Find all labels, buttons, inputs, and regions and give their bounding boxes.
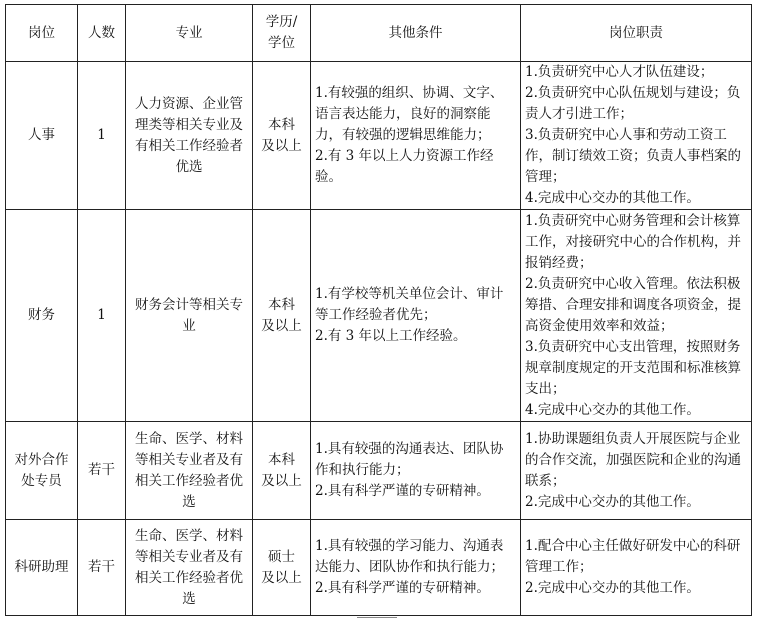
cell-duties: 1.协助课题组负责人开展医院与企业的合作交流，加强医院和企业的沟通联系； 2.完成中心交办的其他工作。 bbox=[521, 422, 752, 520]
cell-major: 人力资源、企业管理类等相关专业及有相关工作经验者优选 bbox=[126, 62, 253, 210]
cell-major: 财务会计等相关专业 bbox=[126, 210, 253, 422]
cell-count: 若干 bbox=[78, 520, 126, 616]
cell-requirements: 1.具有较强的沟通表达、团队协作和执行能力； 2.具有科学严谨的专研精神。 bbox=[311, 422, 521, 520]
cell-degree: 本科 及以上 bbox=[253, 422, 311, 520]
recruitment-table bbox=[5, 4, 752, 616]
table-header-row bbox=[6, 5, 752, 62]
cell-duties: 1.负责研究中心财务管理和会计核算工作，对接研究中心的合作机构，并报销经费； 2.负责研究中心收入管理。依法积极筹措、合理安排和调度各项资金，提高资金使用效率和效益； 3.负责研究中心支出管理，按照财务规章制度规定的开支范围和标准核算支出； 4.完成中心交办的其他工作。 bbox=[521, 210, 752, 422]
page-edge-mark bbox=[357, 617, 397, 618]
cell-count: 若干 bbox=[78, 422, 126, 520]
cell-duties: 1.负责研究中心人才队伍建设； 2.负责研究中心队伍规划与建设；负责人才引进工作； 3.负责研究中心人事和劳动工资工作，制订绩效工资；负责人事档案的管理； 4.完成中心交办的其他工作。 bbox=[521, 62, 752, 210]
cell-major: 生命、医学、材料等相关专业者及有相关工作经验者优选 bbox=[126, 422, 253, 520]
table-row bbox=[6, 520, 752, 616]
cell-requirements: 1.具有较强的学习能力、沟通表达能力、团队协作和执行能力； 2.具有科学严谨的专研精神。 bbox=[311, 520, 521, 616]
cell-requirements: 1.有学校等机关单位会计、审计等工作经验者优先； 2.有 3 年以上工作经验。 bbox=[311, 210, 521, 422]
header-requirements: 其他条件 bbox=[311, 5, 521, 62]
table-row bbox=[6, 422, 752, 520]
header-major: 专业 bbox=[126, 5, 253, 62]
header-duties: 岗位职责 bbox=[521, 5, 752, 62]
cell-count: 1 bbox=[78, 62, 126, 210]
header-count: 人数 bbox=[78, 5, 126, 62]
header-degree: 学历/ 学位 bbox=[253, 5, 311, 62]
cell-position: 对外合作处专员 bbox=[6, 422, 78, 520]
cell-position: 科研助理 bbox=[6, 520, 78, 616]
cell-position: 人事 bbox=[6, 62, 78, 210]
table-row bbox=[6, 210, 752, 422]
cell-degree: 本科 及以上 bbox=[253, 62, 311, 210]
cell-position: 财务 bbox=[6, 210, 78, 422]
cell-degree: 硕士 及以上 bbox=[253, 520, 311, 616]
cell-major: 生命、医学、材料等相关专业者及有相关工作经验者优选 bbox=[126, 520, 253, 616]
cell-degree: 本科 及以上 bbox=[253, 210, 311, 422]
header-position: 岗位 bbox=[6, 5, 78, 62]
cell-requirements: 1.有较强的组织、协调、文字、语言表达能力，良好的洞察能力，有较强的逻辑思维能力； 2.有 3 年以上人力资源工作经验。 bbox=[311, 62, 521, 210]
cell-duties: 1.配合中心主任做好研发中心的科研管理工作； 2.完成中心交办的其他工作。 bbox=[521, 520, 752, 616]
cell-count: 1 bbox=[78, 210, 126, 422]
table-row bbox=[6, 62, 752, 210]
